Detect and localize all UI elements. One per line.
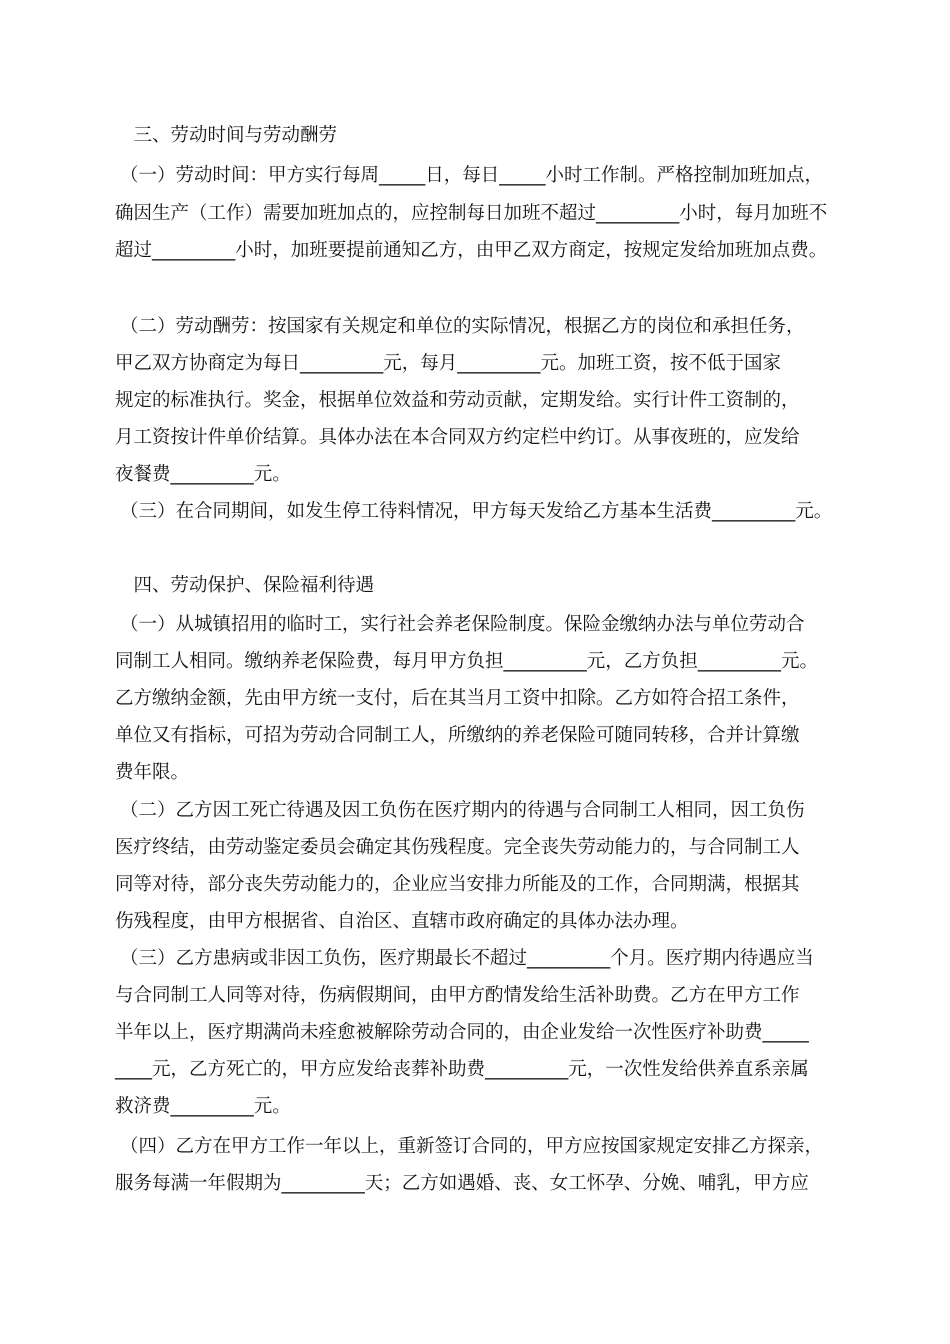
paragraph-line: （一）劳动时间：甲方实行每周_____日，每日_____小时工作制。严格控制加班加点， xyxy=(120,165,824,186)
paragraph-line: 超过_________小时，加班要提前通知乙方，由甲乙双方商定，按规定发给加班加点费。 xyxy=(115,240,828,261)
paragraph-line: 费年限。 xyxy=(115,762,190,783)
paragraph-line: 伤残程度，由甲方根据省、自治区、直辖市政府确定的具体办法办理。 xyxy=(115,911,689,932)
paragraph-line: 乙方缴纳金额，先由甲方统一支付，后在其当月工资中扣除。乙方如符合招工条件， xyxy=(115,688,800,709)
paragraph-line: （三）在合同期间，如发生停工待料情况，甲方每天发给乙方基本生活费_________元。 xyxy=(120,501,833,522)
paragraph-line: 同等对待，部分丧失劳动能力的，企业应当安排力所能及的工作，合同期满，根据其 xyxy=(115,874,800,895)
paragraph-line: （二）劳动酬劳：按国家有关规定和单位的实际情况，根据乙方的岗位和承担任务， xyxy=(120,316,805,337)
section-heading: 三、劳动时间与劳动酬劳 xyxy=(115,125,338,146)
paragraph-line: （四）乙方在甲方工作一年以上，重新签订合同的，甲方应按国家规定安排乙方探亲， xyxy=(120,1136,824,1157)
paragraph-line: 月工资按计件单价结算。具体办法在本合同双方约定栏中约订。从事夜班的，应发给 xyxy=(115,427,800,448)
paragraph-line: 医疗终结，由劳动鉴定委员会确定其伤残程度。完全丧失劳动能力的，与合同制工人 xyxy=(115,837,800,858)
paragraph-line: 规定的标准执行。奖金，根据单位效益和劳动贡献，定期发给。实行计件工资制的， xyxy=(115,390,800,411)
paragraph-line: 服务每满一年假期为_________天；乙方如遇婚、丧、女工怀孕、分娩、哺乳，甲方应 xyxy=(115,1173,809,1194)
paragraph-line: 同制工人相同。缴纳养老保险费，每月甲方负担_________元，乙方负担_________元。 xyxy=(115,651,819,672)
paragraph-line: 单位又有指标，可招为劳动合同制工人，所缴纳的养老保险可随同转移，合并计算缴 xyxy=(115,725,800,746)
paragraph-line: 与合同制工人同等对待，伤病假期间，由甲方酌情发给生活补助费。乙方在甲方工作 xyxy=(115,985,800,1006)
paragraph-line: （二）乙方因工死亡待遇及因工负伤在医疗期内的待遇与合同制工人相同，因工负伤 xyxy=(120,800,805,821)
paragraph-line: 夜餐费_________元。 xyxy=(115,464,291,485)
paragraph-line: 甲乙双方协商定为每日_________元，每月_________元。加班工资，按不低于国家 xyxy=(115,353,782,374)
paragraph-line: （一）从城镇招用的临时工，实行社会养老保险制度。保险金缴纳办法与单位劳动合 xyxy=(120,614,805,635)
paragraph-line: （三）乙方患病或非因工负伤，医疗期最长不超过_________个月。医疗期内待遇应当 xyxy=(120,948,814,969)
paragraph-line: 确因生产（工作）需要加班加点的，应控制每日加班不超过_________小时，每月加班不 xyxy=(115,203,828,224)
paragraph-line: 救济费_________元。 xyxy=(115,1096,291,1117)
paragraph-line: ____元，乙方死亡的，甲方应发给丧葬补助费_________元，一次性发给供养直系亲属 xyxy=(115,1059,809,1080)
section-heading: 四、劳动保护、保险福利待遇 xyxy=(115,575,375,596)
paragraph-line: 半年以上，医疗期满尚未痊愈被解除劳动合同的，由企业发给一次性医疗补助费_____ xyxy=(115,1022,809,1043)
